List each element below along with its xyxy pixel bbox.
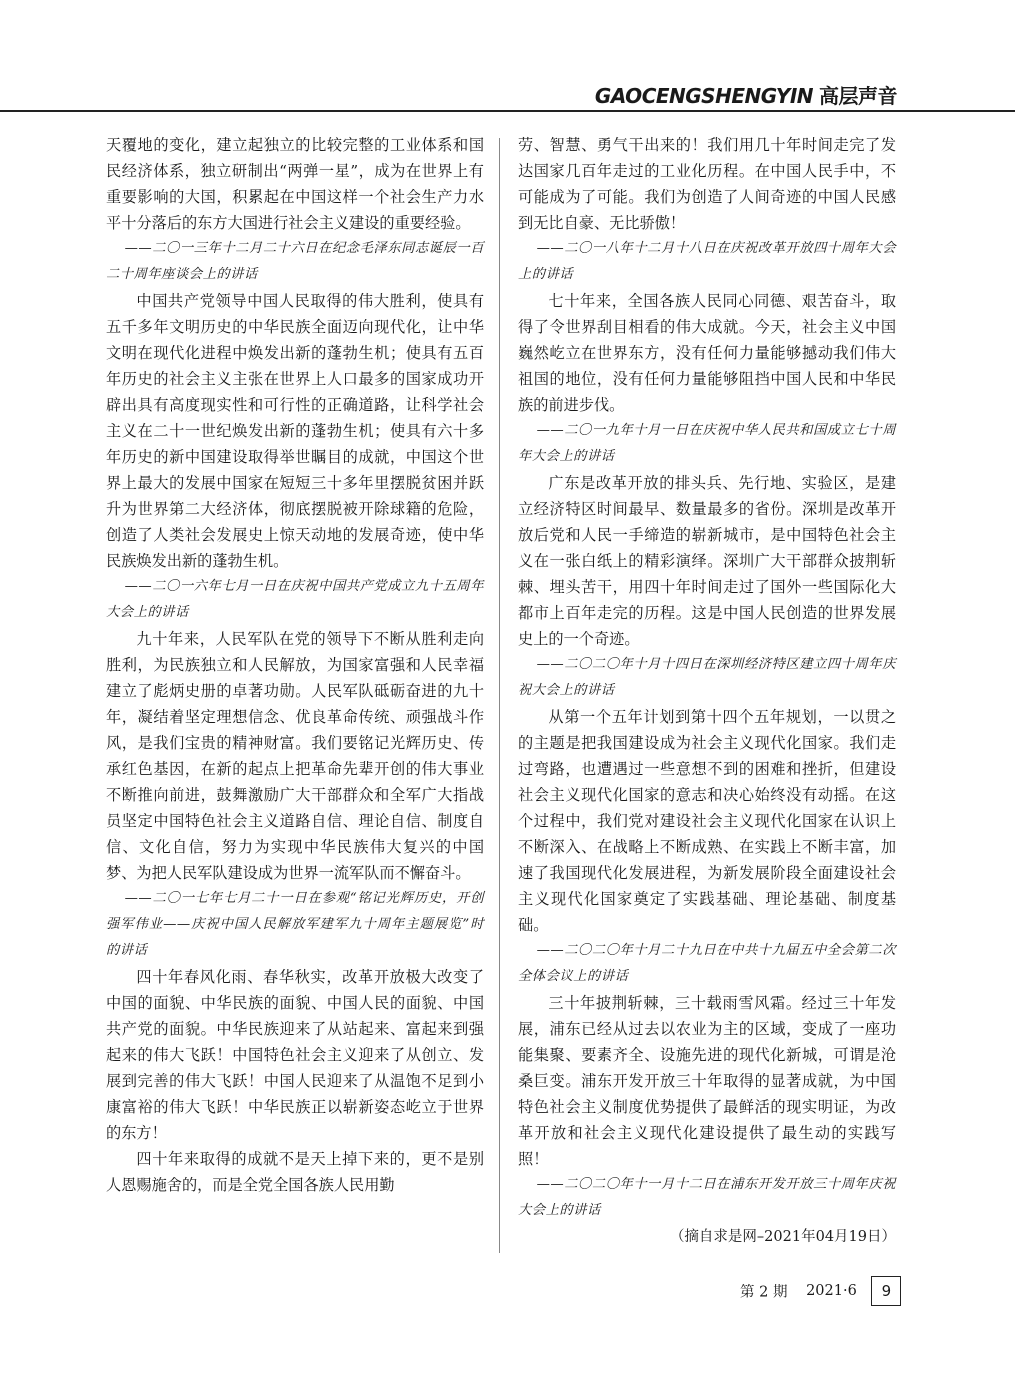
speech-source: ——二〇一三年十二月二十六日在纪念毛泽东同志诞辰一百二十周年座谈会上的讲话 bbox=[106, 241, 484, 282]
paragraph: 四十年来取得的成就不是天上掉下来的，更不是别人恩赐施舍的，而是全党全国各族人民用勤 bbox=[106, 1150, 484, 1194]
speech-source: ——二〇一六年七月一日在庆祝中国共产党成立九十五周年大会上的讲话 bbox=[106, 579, 484, 620]
issue-label: 第 2 期 bbox=[740, 1284, 788, 1301]
paragraph: 天覆地的变化，建立起独立的比较完整的工业体系和国民经济体系，独立研制出“两弹一星”，成为在世界上有重要影响的大国，积累起在中国这样一个社会生产力水平十分落后的东方大国进行社会主义建设的重要经验。 bbox=[106, 136, 484, 232]
speech-source: ——二〇一七年七月二十一日在参观“铭记光辉历史，开创强军伟业——庆祝中国人民解放军建军九十周年主题展览”时的讲话 bbox=[106, 891, 484, 958]
excerpt-note: （摘自求是网–2021年04月19日） bbox=[669, 1229, 896, 1245]
paragraph: 中国共产党领导中国人民取得的伟大胜利，使具有五千多年文明历史的中华民族全面迈向现代化，让中华文明在现代化进程中焕发出新的蓬勃生机；使具有五百年历史的社会主义主张在世界上人口最多的国家成功开辟出具有高度现实性和可行性的正确道路，让科学社会主义在二十一世纪焕发出新的蓬勃生机；使具有六十多年历史的新中国建设取得举世瞩目的成就，中国这个世界上最大的发展中国家在短短三十多年里摆脱贫困并跃升为世界第二大经济体，彻底摆脱被开除球籍的危险，创造了人类社会发展史上惊天动地的发展奇迹，使中华民族焕发出新的蓬勃生机。 bbox=[106, 292, 484, 570]
speech-source: ——二〇二〇年十一月十二日在浦东开发开放三十周年庆祝大会上的讲话 bbox=[518, 1177, 896, 1218]
header-rule bbox=[0, 110, 1015, 112]
left-column bbox=[106, 132, 484, 1198]
paragraph: 广东是改革开放的排头兵、先行地、实验区，是建立经济特区时间最早、数量最多的省份。深圳是改革开放后党和人民一手缔造的崭新城市，是中国特色社会主义在一张白纸上的精彩演绎。深圳广大干部群众披荆斩棘、埋头苦干，用四十年时间走过了国外一些国际化大都市上百年走完的历程。这是中国人民创造的世界发展史上的一个奇迹。 bbox=[518, 474, 896, 648]
paragraph: 劳、智慧、勇气干出来的！我们用几十年时间走完了发达国家几百年走过的工业化历程。在中国人民手中，不可能成为了可能。我们为创造了人间奇迹的中国人民感到无比自豪、无比骄傲！ bbox=[518, 136, 896, 232]
paragraph: 四十年春风化雨、春华秋实，改革开放极大改变了中国的面貌、中华民族的面貌、中国人民的面貌、中国共产党的面貌。中华民族迎来了从站起来、富起来到强起来的伟大飞跃！中国特色社会主义迎来了从创立、发展到完善的伟大飞跃！中国人民迎来了从温饱不足到小康富裕的伟大飞跃！中华民族正以崭新姿态屹立于世界的东方！ bbox=[106, 968, 484, 1142]
speech-source: ——二〇一九年十月一日在庆祝中华人民共和国成立七十周年大会上的讲话 bbox=[518, 423, 896, 464]
paragraph: 七十年来，全国各族人民同心同德、艰苦奋斗，取得了令世界刮目相看的伟大成就。今天，社会主义中国巍然屹立在世界东方，没有任何力量能够撼动我们伟大祖国的地位，没有任何力量能够阻挡中国人民和中华民族的前进步伐。 bbox=[518, 292, 896, 414]
speech-source: ——二〇一八年十二月十八日在庆祝改革开放四十周年大会上的讲话 bbox=[518, 241, 896, 282]
page-number: 9 bbox=[871, 1276, 901, 1306]
column-divider bbox=[499, 138, 500, 1253]
magazine-brand bbox=[595, 80, 897, 109]
speech-source: ——二〇二〇年十月十四日在深圳经济特区建立四十周年庆祝大会上的讲话 bbox=[518, 657, 896, 698]
page-footer bbox=[740, 1276, 901, 1306]
paragraph: 三十年披荆斩棘，三十载雨雪风霜。经过三十年发展，浦东已经从过去以农业为主的区域，变成了一座功能集聚、要素齐全、设施先进的现代化新城，可谓是沧桑巨变。浦东开发开放三十年取得的显著成就，为中国特色社会主义制度优势提供了最鲜活的现实明证，为改革开放和社会主义现代化建设提供了最生动的实践写照！ bbox=[518, 994, 896, 1168]
paragraph: 九十年来，人民军队在党的领导下不断从胜利走向胜利，为民族独立和人民解放，为国家富强和人民幸福建立了彪炳史册的卓著功勋。人民军队砥砺奋进的九十年，凝结着坚定理想信念、优良革命传统、顽强战斗作风，是我们宝贵的精神财富。我们要铭记光辉历史、传承红色基因，在新的起点上把革命先辈开创的伟大事业不断推向前进，鼓舞激励广大干部群众和全军广大指战员坚定中国特色社会主义道路自信、理论自信、制度自信、文化自信，努力为实现中华民族伟大复兴的中国梦、为把人民军队建设成为世界一流军队而不懈奋斗。 bbox=[106, 630, 484, 882]
issue-date: 2021·6 bbox=[806, 1283, 857, 1299]
paragraph: 从第一个五年计划到第十四个五年规划，一以贯之的主题是把我国建设成为社会主义现代化国家。我们走过弯路，也遭遇过一些意想不到的困难和挫折，但建设社会主义现代化国家的意志和决心始终没有动摇。在这个过程中，我们党对建设社会主义现代化国家在认识上不断深入、在战略上不断成熟、在实践上不断丰富，加速了我国现代化发展进程，为新发展阶段全面建设社会主义现代化国家奠定了实践基础、理论基础、制度基础。 bbox=[518, 708, 896, 934]
brand-chinese: 高层声音 bbox=[819, 84, 897, 108]
brand-latin: GAOCENGSHENGYIN bbox=[594, 84, 813, 108]
right-column bbox=[518, 132, 896, 1250]
speech-source: ——二〇二〇年十月二十九日在中共十九届五中全会第二次全体会议上的讲话 bbox=[518, 943, 896, 984]
